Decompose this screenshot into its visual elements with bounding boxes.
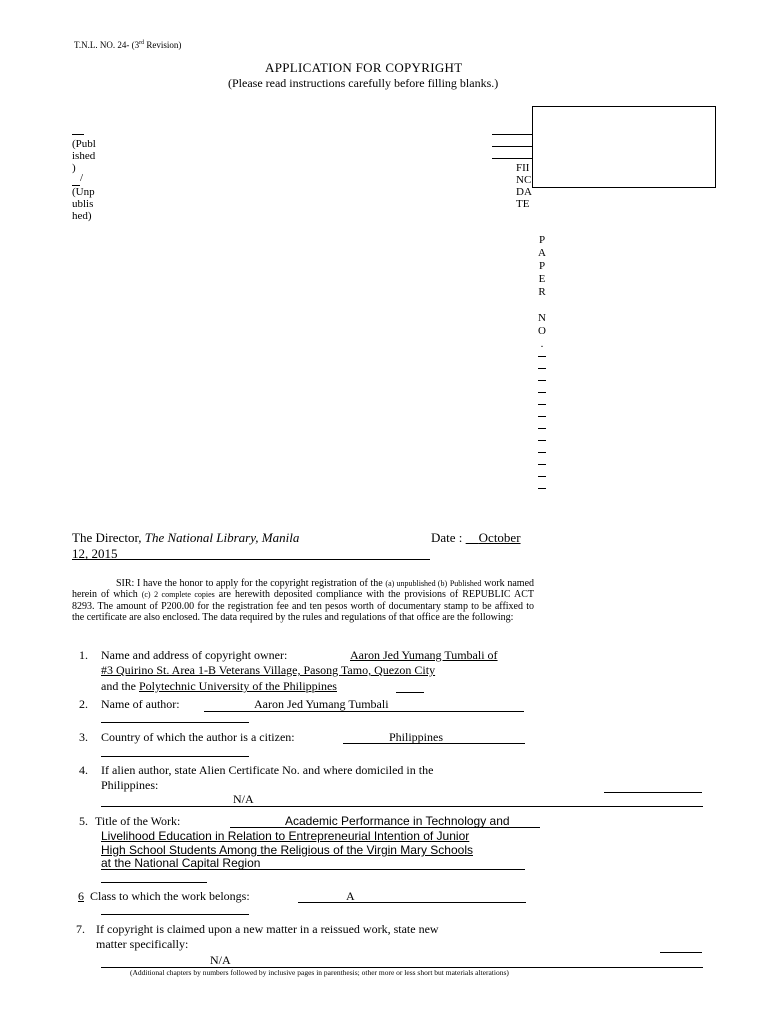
published-label [72, 138, 96, 174]
date-continued-underline [72, 559, 430, 560]
paper-no-dash [538, 392, 546, 393]
file-label: FII [516, 162, 530, 174]
paper-no-blank[interactable] [538, 356, 546, 500]
alien-certificate-blank[interactable] [604, 792, 702, 793]
form-number-suffix: Revision) [144, 40, 182, 50]
form-number [74, 40, 181, 50]
copyright-owner-address[interactable]: #3 Quirino St. Area 1-B Veterans Village, Pasong Tamo, Quezon City [101, 663, 436, 677]
paper-no-dash [538, 488, 546, 489]
copyright-owner-institution[interactable]: Polytechnic University of the Philippines [139, 679, 337, 693]
work-title-value-line1[interactable]: Academic Performance in Technology and [285, 814, 510, 828]
work-class-blank[interactable] [298, 902, 526, 903]
paper-no-label [537, 234, 547, 351]
item-4-label-line2: Philippines: [101, 778, 159, 792]
form-number-sup: rd [139, 40, 145, 46]
item-2-label: Name of author: [101, 697, 180, 711]
director-label: The Director, [72, 530, 145, 545]
alien-certificate-value[interactable]: N/A [233, 792, 254, 806]
item-2-number: 2. [79, 697, 88, 711]
item-6-number [78, 889, 84, 904]
work-title-blank-extra[interactable] [101, 882, 207, 883]
date-label: TE [516, 198, 530, 210]
work-class-value[interactable]: A [346, 889, 355, 903]
date-blank[interactable] [492, 158, 532, 159]
item-1-underline-tail [396, 692, 424, 693]
paper-no-letter: O [538, 325, 546, 337]
salutation-work-named: work named herein of which [72, 578, 535, 601]
paper-no-dash [538, 440, 546, 441]
work-title-blank-continued[interactable] [101, 869, 525, 870]
paper-no-letter: . [540, 338, 544, 350]
item-1-number: 1. [79, 648, 88, 662]
page-subtitle: (Please read instructions carefully before filling blanks.) [228, 76, 499, 90]
paper-no-dash [538, 380, 546, 381]
item-4-number: 4. [79, 763, 88, 777]
file-date-labels [516, 162, 532, 210]
stamp-box [532, 106, 716, 188]
item-4-label-line1: If alien author, state Alien Certificate No. and where domiciled in the [101, 763, 434, 777]
paper-no-letter: P [538, 234, 546, 246]
salutation-text: SIR: I have the honor to apply for the copyright registration of the [116, 578, 386, 589]
published-blank[interactable] [72, 134, 84, 135]
date-label: DA [516, 186, 532, 198]
paper-no-letter: E [538, 273, 546, 285]
salutation-rest: are herewith deposited compliance with the provisions of REPUBLIC ACT 8293. The amount of P200.00 for the registration fee and ten pesos worth of documentary stamp to be affixed to the certificate are also enclosed. The data required by the rules and regulations of that office are the following: [72, 589, 535, 624]
item-3-label: Country of which the author is a citizen: [101, 730, 295, 744]
citizenship-blank-continued[interactable] [101, 756, 249, 757]
item-7-label-line1: If copyright is claimed upon a new matter in a reissued work, state new [96, 922, 439, 936]
form-number-prefix: T.N.L. NO. 24- (3 [74, 40, 140, 50]
salutation-small-a: (a) unpublished (b) [385, 579, 448, 588]
file-label: NC [516, 174, 532, 186]
work-class-blank-continued[interactable] [101, 914, 249, 915]
unpublished-line: ublis [72, 198, 94, 210]
paper-no-dash [538, 404, 546, 405]
citizenship-value[interactable]: Philippines [389, 730, 444, 744]
date-field-label: Date : [431, 530, 466, 545]
slash-separator: / [80, 172, 84, 184]
page-title: APPLICATION FOR COPYRIGHT [265, 60, 463, 75]
paper-no-dash [538, 368, 546, 369]
unpublished-line: (Unp [72, 186, 95, 198]
footer-note: (Additional chapters by numbers followed by inclusive pages in parenthesis; other more or less short but materials alterations) [130, 968, 509, 977]
unpublished-label [72, 186, 95, 222]
alien-certificate-blank-continued[interactable] [101, 806, 703, 807]
date-value-continued: 12, 2015 [72, 546, 118, 561]
work-title-value-line3[interactable]: High School Students Among the Religious of the Virgin Mary Schools [101, 843, 473, 857]
new-matter-value[interactable]: N/A [210, 953, 231, 967]
author-name-value[interactable]: Aaron Jed Yumang Tumbali [254, 697, 389, 711]
item-1-label: Name and address of copyright owner: [101, 648, 288, 662]
unpublished-line: hed) [72, 210, 92, 222]
date-field-value[interactable] [466, 530, 521, 545]
paper-no-letter: R [538, 286, 546, 298]
paper-no-dash [538, 428, 546, 429]
published-line: ) [72, 162, 76, 174]
item-7-number: 7. [76, 922, 85, 936]
director-name: The National Library, Manila [144, 530, 300, 545]
paper-no-dash [538, 416, 546, 417]
salutation-published: Published [449, 579, 482, 588]
item-1-line3-prefix: and the [101, 679, 139, 693]
new-matter-blank[interactable] [660, 952, 702, 953]
published-line: ished [72, 150, 96, 162]
item-6-number-text: 6 [78, 889, 84, 903]
paper-no-dash [538, 452, 546, 453]
salutation-small-c: (c) 2 complete copies [141, 590, 215, 600]
work-title-value-line4[interactable]: at the National Capital Region [101, 856, 261, 870]
author-name-blank-continued[interactable] [101, 722, 249, 723]
paper-no-dash [538, 476, 546, 477]
work-title-value-line2[interactable]: Livelihood Education in Relation to Entrepreneurial Intention of Junior [101, 829, 470, 843]
item-6-label: Class to which the work belongs: [90, 889, 250, 903]
item-1-line3 [101, 679, 337, 694]
item-3-number: 3. [79, 730, 88, 744]
paper-no-letter: P [538, 260, 546, 272]
director-address [72, 530, 299, 546]
paper-no-dash [538, 464, 546, 465]
date-value-part: October [478, 530, 521, 545]
item-7-label-line2: matter specifically: [96, 937, 189, 951]
salutation-paragraph [72, 578, 534, 624]
paper-no-dash [538, 356, 546, 357]
item-5-label: Title of the Work: [95, 814, 181, 828]
file-no-blank[interactable] [492, 146, 532, 147]
file-no-blank[interactable] [492, 134, 532, 135]
published-line: (Publ [72, 138, 96, 150]
paper-no-letter: A [538, 247, 546, 259]
paper-no-letter: N [538, 312, 546, 324]
copyright-owner-value[interactable]: Aaron Jed Yumang Tumbali of [350, 648, 498, 662]
date-field[interactable] [431, 530, 521, 546]
paper-no-letter [537, 299, 547, 312]
item-5-number: 5. [79, 814, 88, 828]
